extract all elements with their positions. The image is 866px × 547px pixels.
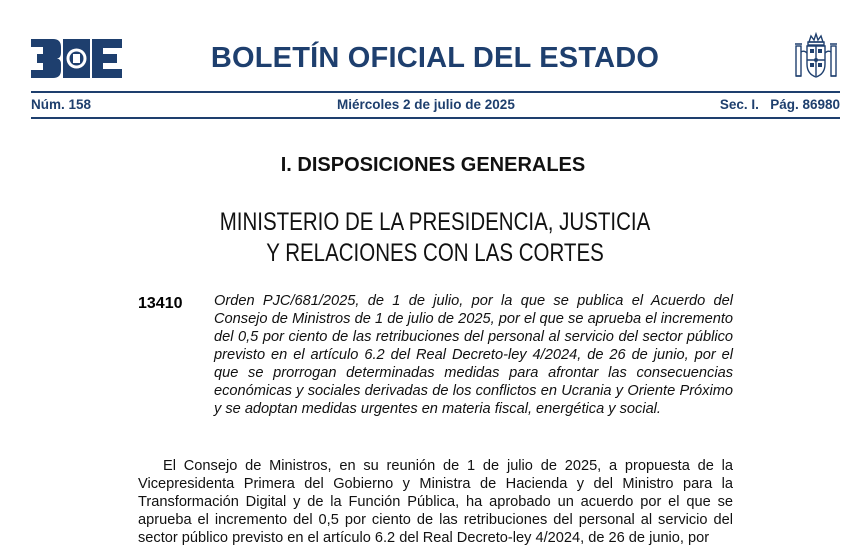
section-page-info — [720, 97, 840, 112]
boe-logo — [31, 39, 122, 78]
issue-number: Núm. 158 — [31, 97, 92, 112]
gazette-title: BOLETÍN OFICIAL DEL ESTADO — [210, 42, 660, 74]
issue-date: Miércoles 2 de julio de 2025 — [337, 97, 515, 112]
coat-of-arms-icon — [793, 32, 839, 82]
ministry-heading — [78, 207, 791, 269]
page-label: Pág. 86980 — [770, 97, 840, 112]
header-rule-top — [31, 91, 840, 93]
body-paragraph: El Consejo de Ministros, en su reunión de 1 de julio de 2025, a propuesta de la Vicepresidenta Primera del Gobierno y Ministra de Hacienda y del Ministro para la Transformación Digital y de la Función Pública, ha aprobado un acuerdo por el que se aprueba el incremento del 0,5 por ciento de las retribuciones del personal al servicio del sector público previsto en el artículo 6.2 del Real Decreto-ley 4/2024, de 26 de junio, por — [138, 458, 733, 546]
section-label: Sec. I. — [719, 97, 759, 112]
section-title: I. DISPOSICIONES GENERALES — [280, 154, 586, 176]
ministry-line-1: MINISTERIO DE LA PRESIDENCIA, JUSTICIA — [219, 208, 651, 236]
disposition-summary: Orden PJC/681/2025, de 1 de julio, por la que se publica el Acuerdo del Consejo de Ministros de 1 de julio de 2025, por el que se aprueba el incremento del 0,5 por ciento de las retribuciones del personal al servicio del sector público previsto en el artículo 6.2 del Real Decreto-ley 4/2024, de 26 de junio, por el que se prorrogan determinadas medidas para afrontar las consecuencias económicas y sociales derivadas de los conflictos en Ucrania y Oriente Próximo y se adoptan medidas urgentes en materia fiscal, energética y social. — [214, 293, 733, 417]
ministry-line-2: Y RELACIONES CON LAS CORTES — [266, 239, 604, 267]
disposition-number: 13410 — [138, 295, 183, 312]
header-rule-bottom — [31, 117, 840, 119]
page-header — [0, 0, 866, 130]
